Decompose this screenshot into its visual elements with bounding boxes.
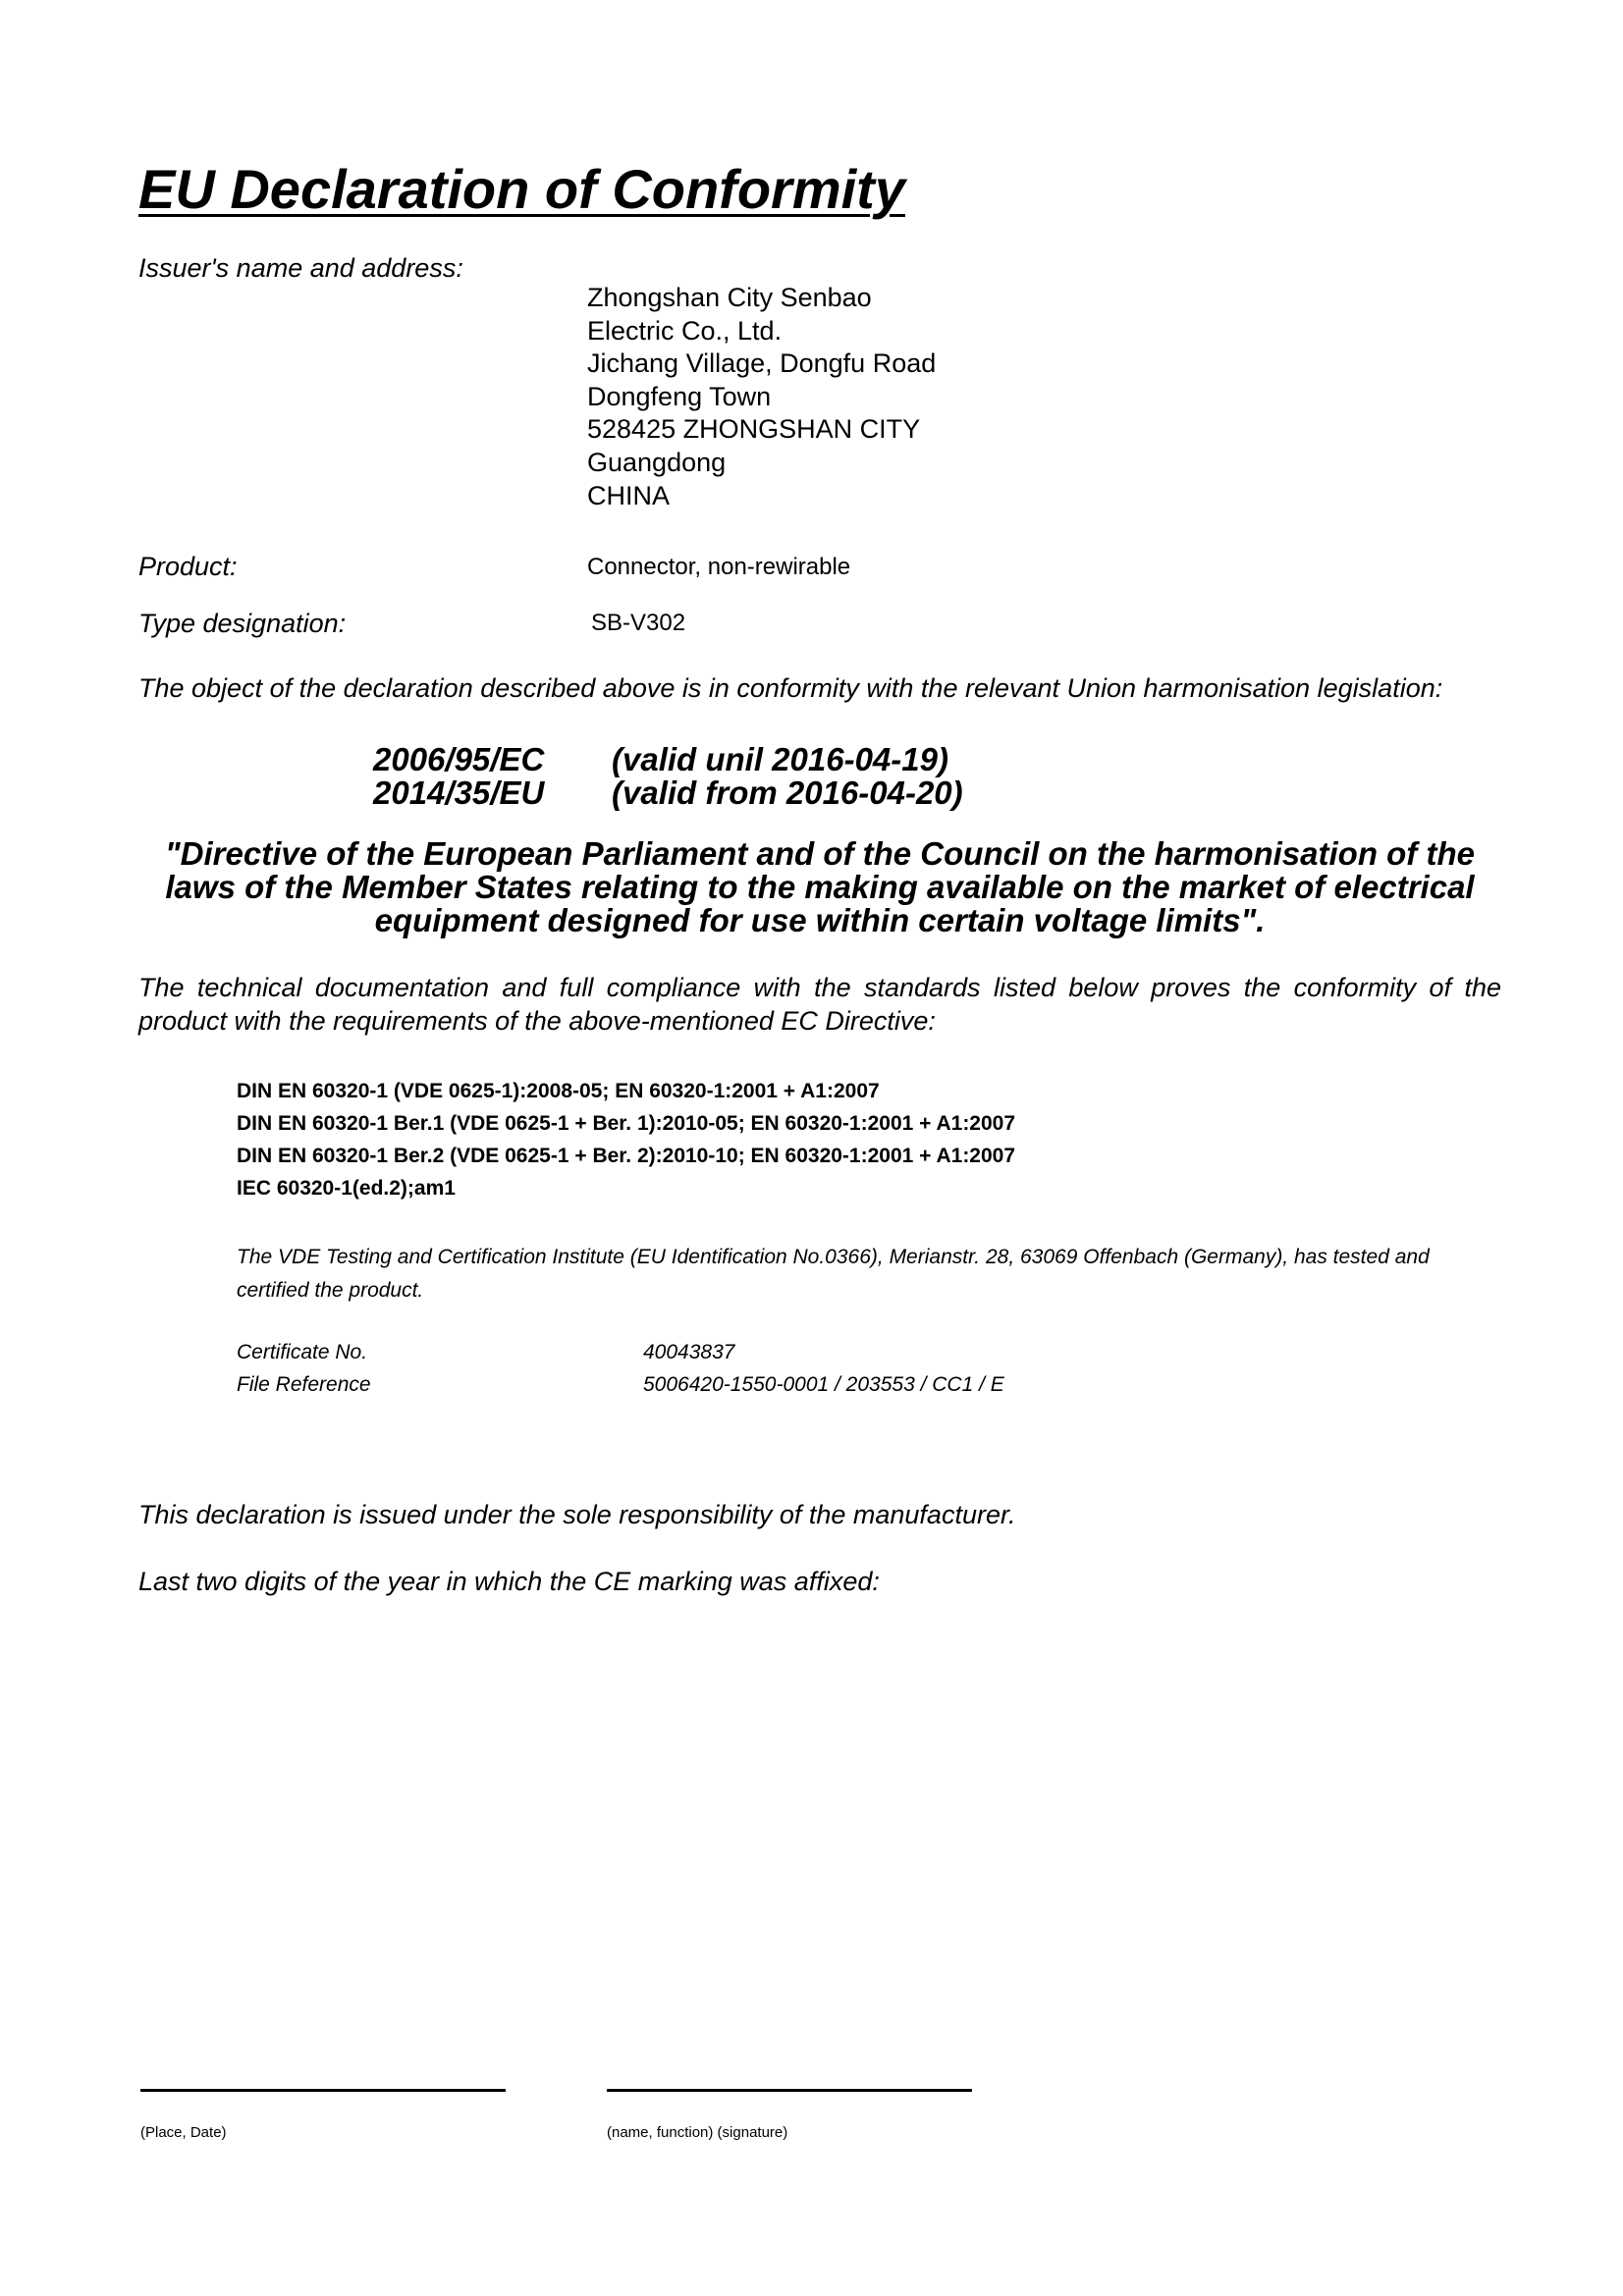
issuer-label: Issuer's name and address: xyxy=(138,253,463,283)
technical-statement: The technical documentation and full compliance with the standards listed below proves the conformity of the product with the requirements of the above-mentioned EC Directive: xyxy=(138,973,1501,1036)
vde-statement: The VDE Testing and Certification Institute (EU Identification No.0366), Merianstr. 28, 63069 Offenbach (Germany), has tested and certified the product. xyxy=(237,1246,1430,1302)
conformity-intro: The object of the declaration described above is in conformity with the relevant Union harmonisation legislation: xyxy=(138,673,1443,703)
name-function-caption: (name, function) (signature) xyxy=(607,2124,788,2141)
type-designation-value: SB-V302 xyxy=(591,610,686,636)
address-line: Zhongshan City Senbao xyxy=(587,283,872,312)
directive-validity: (valid unil 2016-04-19) xyxy=(612,741,948,777)
responsibility-statement: This declaration is issued under the sole responsibility of the manufacturer. xyxy=(138,1500,1016,1529)
address-line: Jichang Village, Dongfu Road xyxy=(587,348,937,379)
directive-validity: (valid from 2016-04-20) xyxy=(612,774,963,811)
name-signature-line xyxy=(607,2089,972,2092)
directive-title: "Directive of the European Parliament and of the Council on the harmonisation of the laws of the Member States relating to the making available on the market of electrical equipment designed for use within certain voltage limits". xyxy=(165,835,1475,938)
product-value: Connector, non-rewirable xyxy=(587,554,851,580)
place-date-caption: (Place, Date) xyxy=(140,2124,227,2141)
address-line: 528425 ZHONGSHAN CITY xyxy=(587,414,921,445)
file-reference-value: 5006420-1550-0001 / 203553 / CC1 / E xyxy=(643,1373,1004,1396)
address-line: Guangdong xyxy=(587,447,727,477)
certificate-number: 40043837 xyxy=(643,1341,735,1363)
place-date-signature-line xyxy=(140,2089,506,2092)
product-label: Product: xyxy=(138,552,238,581)
standard-item: IEC 60320-1(ed.2);am1 xyxy=(237,1177,456,1200)
page-title: EU Declaration of Conformity xyxy=(138,158,905,220)
ce-marking-statement: Last two digits of the year in which the CE marking was affixed: xyxy=(138,1567,880,1596)
issuer-address xyxy=(587,282,936,512)
address-line: Dongfeng Town xyxy=(587,381,772,411)
file-reference-label: File Reference xyxy=(237,1373,371,1396)
directive-code: 2014/35/EU xyxy=(373,774,545,811)
standard-item: DIN EN 60320-1 Ber.2 (VDE 0625-1 + Ber. 2):2010-10; EN 60320-1:2001 + A1:2007 xyxy=(237,1145,1016,1167)
directive-code: 2006/95/EC xyxy=(373,741,545,777)
type-designation-label: Type designation: xyxy=(138,609,347,638)
address-line: CHINA xyxy=(587,480,671,510)
address-line: Electric Co., Ltd. xyxy=(587,315,783,346)
standard-item: DIN EN 60320-1 Ber.1 (VDE 0625-1 + Ber. 1):2010-05; EN 60320-1:2001 + A1:2007 xyxy=(237,1112,1016,1135)
standard-item: DIN EN 60320-1 (VDE 0625-1):2008-05; EN 60320-1:2001 + A1:2007 xyxy=(237,1080,880,1102)
certificate-label: Certificate No. xyxy=(237,1341,368,1363)
